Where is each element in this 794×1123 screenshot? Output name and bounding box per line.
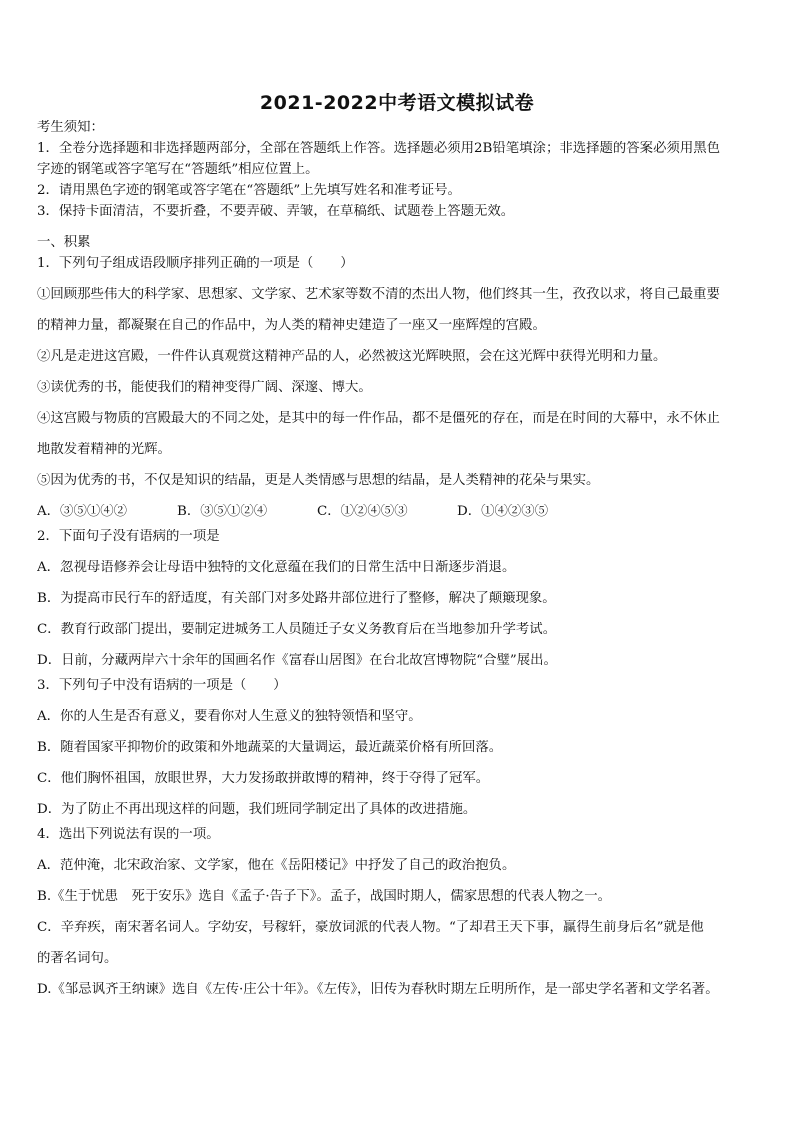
- page-title: 2021-2022中考语文模拟试卷: [259, 92, 535, 114]
- option-a: A．③⑤①④②: [37, 504, 128, 519]
- question-text-line: ①回顾那些伟大的科学家、思想家、文学家、艺术家等数不清的杰出人物，他们终其一生，孜孜以求，将自己最重要: [37, 287, 720, 302]
- notice-heading: 考生须知：: [37, 120, 104, 135]
- notice-line: 2．请用黑色字迹的钢笔或答字笔在“答题纸”上先填写姓名和准考证号。: [37, 183, 461, 198]
- question-stem: 4．选出下列说法有误的一项。: [37, 827, 220, 842]
- notice-line: 3．保持卡面清洁，不要折叠，不要弄破、弄皱，在草稿纸、试题卷上答题无效。: [37, 204, 515, 219]
- question-1: [37, 256, 759, 520]
- question-option-line: A．范仲淹，北宋政治家、文学家，他在《岳阳楼记》中抒发了自己的政治抱负。: [37, 858, 516, 873]
- question-text-line: 地散发着精神的光辉。: [37, 442, 171, 457]
- question-stem: 2．下面句子没有语病的一项是: [37, 529, 220, 544]
- question-text-line: ⑤因为优秀的书，不仅是知识的结晶，更是人类情感与思想的结晶，是人类精神的花朵与果实。: [37, 473, 600, 488]
- question-option-line: C．教育行政部门提出，要制定进城务工人员随迁子女义务教育后在当地参加升学考试。: [37, 622, 557, 637]
- option-b: B．③⑤①②④: [177, 504, 268, 519]
- question-option-line: A．你的人生是否有意义，要看你对人生意义的独特领悟和坚守。: [37, 709, 422, 724]
- question-4: [37, 827, 759, 998]
- notice-line: 1．全卷分选择题和非选择题两部分，全部在答题纸上作答。选择题必须用2B铅笔填涂；非选择题的答案必须用黑色: [37, 141, 721, 156]
- question-stem: 3．下列句子中没有语病的一项是（ ）: [37, 678, 287, 693]
- question-option-line: C．辛弃疾，南宋著名词人。字幼安，号稼轩，豪放词派的代表人物。“了却君王天下事，赢得生前身后名”就是他: [37, 920, 704, 935]
- notice-line: 字迹的钢笔或答字笔写在“答题纸”相应位置上。: [37, 162, 319, 177]
- question-text-line: ③读优秀的书，能使我们的精神变得广阔、深邃、博大。: [37, 380, 372, 395]
- question-list: [37, 256, 759, 998]
- question-3: [37, 678, 759, 818]
- question-text-line: ②凡是走进这宫殿，一件件认真观赏这精神产品的人，必然被这光辉映照，会在这光辉中获得光明和力量。: [37, 349, 667, 364]
- question-option-line: D．日前，分藏两岸六十余年的国画名作《富春山居图》在台北故宫博物院“合璧”展出。: [37, 653, 557, 668]
- section-heading: 一、积累: [37, 235, 91, 250]
- answer-options: [37, 504, 759, 520]
- question-option-line: D．为了防止不再出现这样的问题，我们班同学制定出了具体的改进措施。: [37, 802, 477, 817]
- question-option-line: A．忽视母语修养会让母语中独特的文化意蕴在我们的日常生活中日渐逐步消退。: [37, 560, 516, 575]
- question-option-line: 的著名词句。: [37, 951, 118, 966]
- option-d: D．①④②③⑤: [457, 504, 549, 519]
- question-text-line: ④这宫殿与物质的宫殿最大的不同之处，是其中的每一件作品，都不是僵死的存在，而是在时间的大幕中，永不休止: [37, 411, 720, 426]
- question-option-line: B.《生于忧患 死于安乐》选自《孟子·告子下》。孟子，战国时期人，儒家思想的代表人物之一。: [37, 889, 612, 904]
- question-text-line: 的精神力量，都凝聚在自己的作品中，为人类的精神史建造了一座又一座辉煌的宫殿。: [37, 318, 546, 333]
- candidate-notice: [37, 120, 759, 220]
- question-option-line: B．随着国家平抑物价的政策和外地蔬菜的大量调运，最近蔬菜价格有所回落。: [37, 740, 503, 755]
- question-option-line: C．他们胸怀祖国，放眼世界，大力发扬敢拼敢博的精神，终于夺得了冠军。: [37, 771, 490, 786]
- exam-body: [37, 120, 759, 998]
- question-2: [37, 529, 759, 669]
- question-option-line: D.《邹忌讽齐王纳谏》选自《左传·庄公十年》。《左传》，旧传为春秋时期左丘明所作，是一部史学名著和文学名著。: [37, 982, 719, 997]
- option-c: C．①②④⑤③: [317, 504, 408, 519]
- question-option-line: B．为提高市民行车的舒适度，有关部门对多处路井部位进行了整修，解决了颠簸现象。: [37, 591, 556, 606]
- question-stem: 1．下列句子组成语段顺序排列正确的一项是（ ）: [37, 256, 354, 271]
